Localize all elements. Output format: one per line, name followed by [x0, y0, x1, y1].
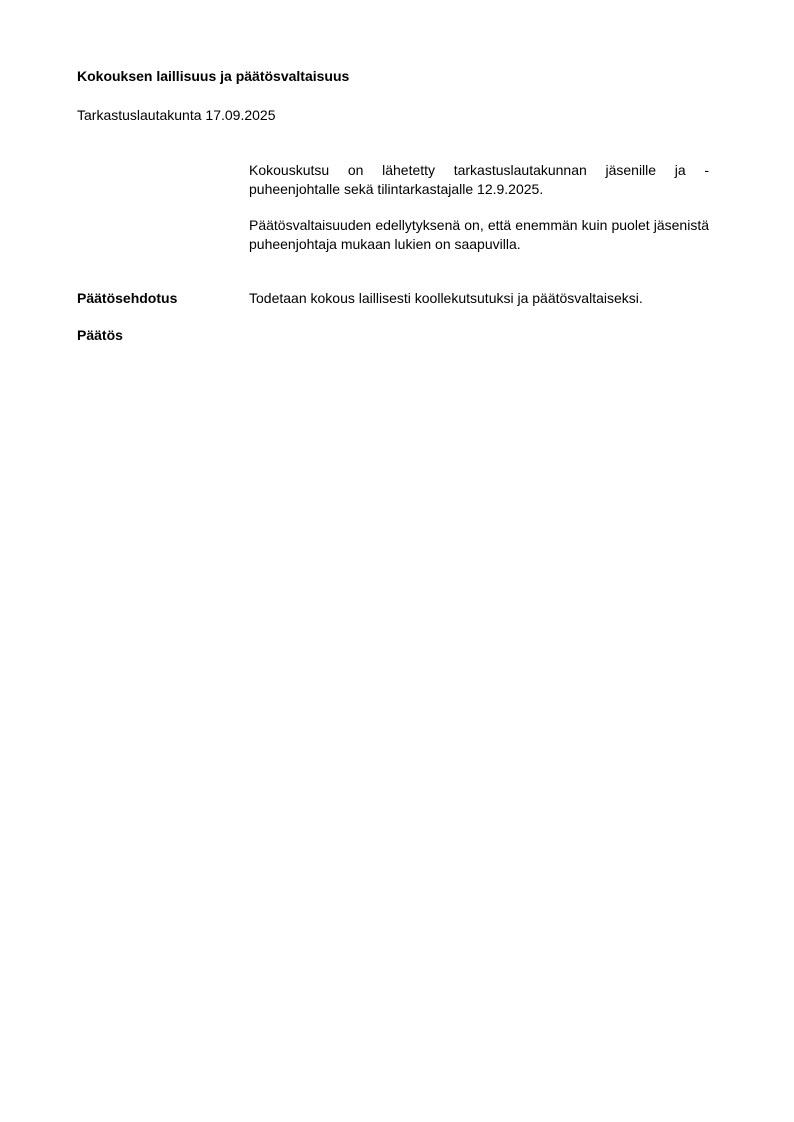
proposal-label: Päätösehdotus — [77, 290, 178, 306]
meeting-info: Tarkastuslautakunta 17.09.2025 — [77, 107, 276, 123]
invitation-paragraph: Kokouskutsu on lähetetty tarkastuslautakunnan jäsenille ja -puheenjohtalle sekä tilintarkastajalle 12.9.2025. — [249, 162, 709, 197]
proposal-text: Todetaan kokous laillisesti koollekutsutuksi ja päätösvaltaiseksi. — [249, 290, 643, 306]
decision-label: Päätös — [77, 327, 123, 343]
quorum-paragraph: Päätösvaltaisuuden edellytyksenä on, että enemmän kuin puolet jäsenistä puheenjohtaja mukaan lukien on saapuvilla. — [249, 217, 709, 252]
document-title: Kokouksen laillisuus ja päätösvaltaisuus — [77, 68, 350, 84]
